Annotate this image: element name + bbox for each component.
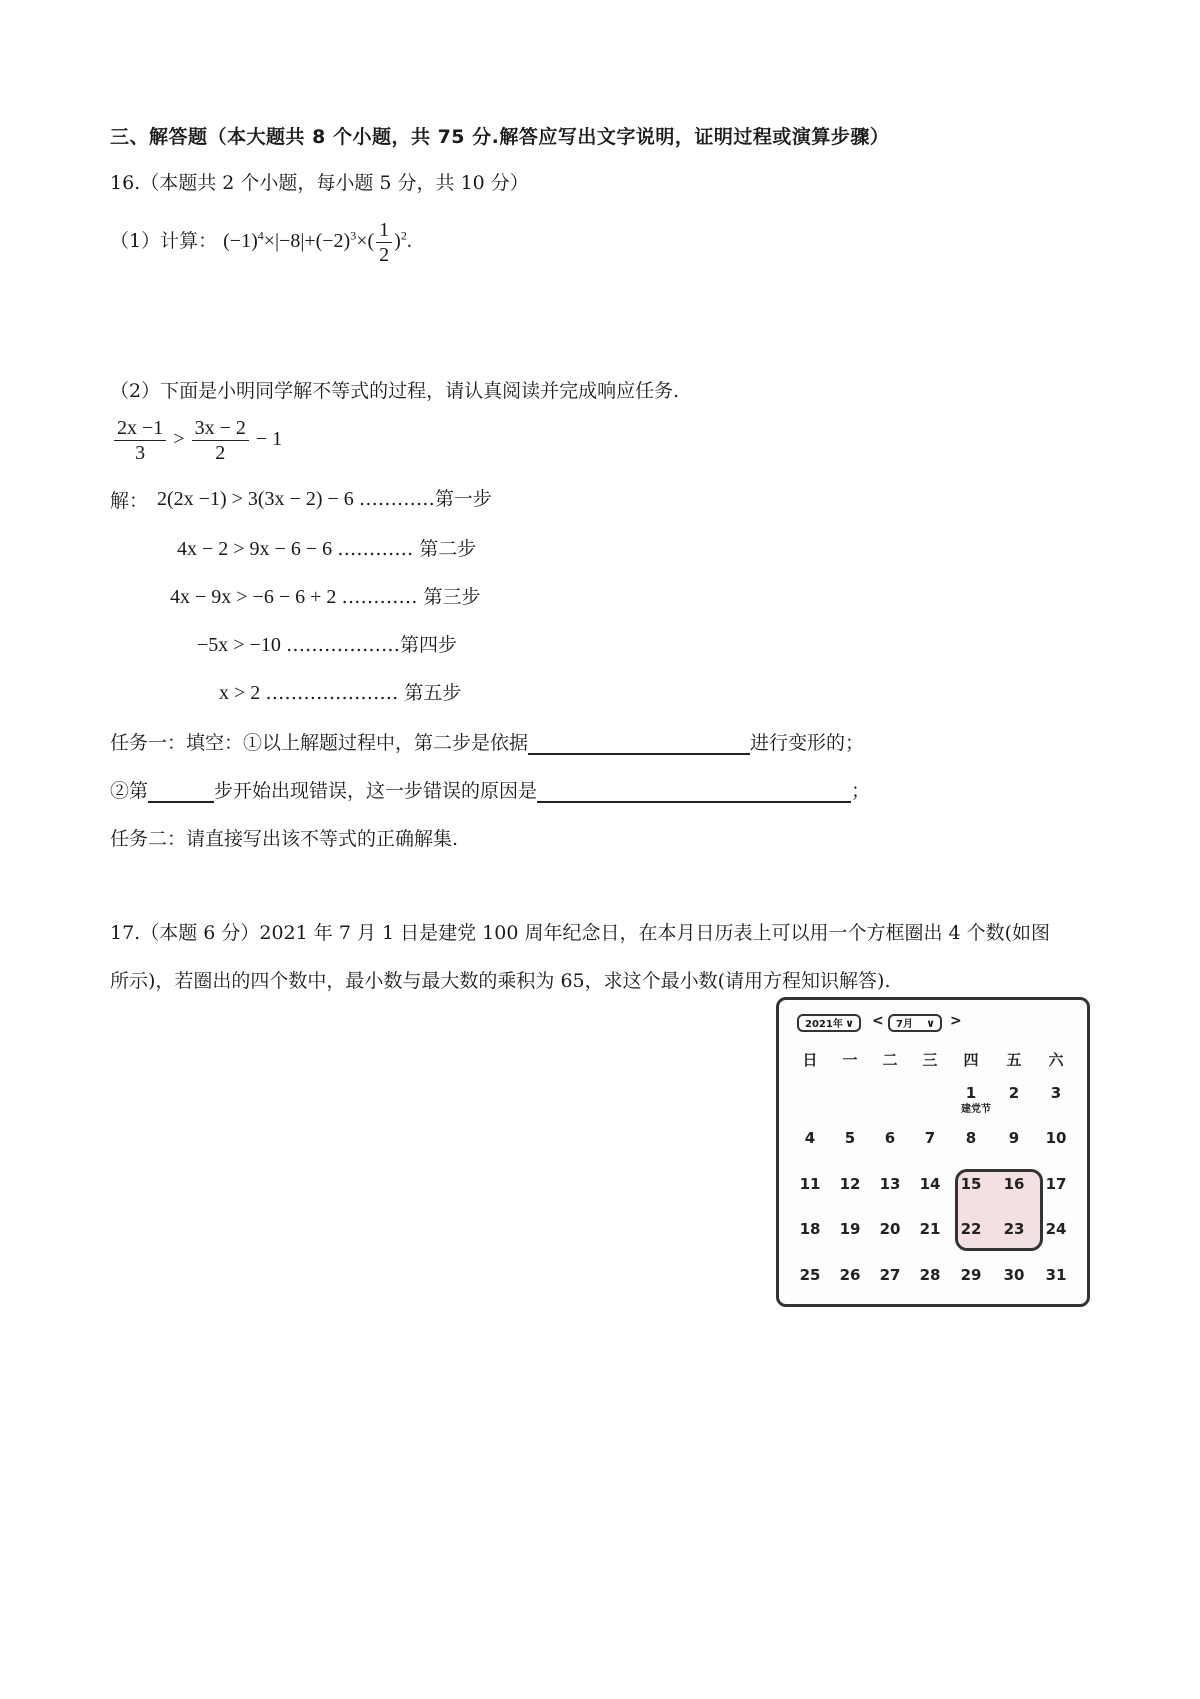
task-one [110,728,864,755]
next-month-arrow[interactable]: > [950,1013,962,1029]
weekday-header: 四 [963,1051,979,1069]
answer-blank-basis[interactable] [528,733,750,755]
calendar-figure [776,997,1090,1307]
step-label: 第四步 [399,634,457,656]
task-one-b-suffix: ； [851,780,871,802]
calendar-day[interactable]: 31 [1045,1266,1067,1284]
calendar-day[interactable]: 21 [919,1220,941,1238]
step-expression: −5x > −10 [197,634,281,656]
calendar-day[interactable]: 14 [919,1175,941,1193]
step-label: 第二步 [413,538,477,560]
inequality-right-fraction [192,416,249,465]
step-label: 第三步 [417,586,481,608]
q16-part1 [110,218,412,267]
calendar-day[interactable]: 6 [884,1129,896,1147]
year-select[interactable] [797,1014,861,1032]
fraction-denominator: 2 [379,244,390,266]
solution-step-3 [170,582,481,609]
exponent: 3 [350,228,357,243]
calendar-day[interactable]: 11 [799,1175,821,1193]
prev-month-arrow[interactable]: < [872,1013,884,1029]
fraction-denominator: 3 [135,442,146,464]
weekday-header: 六 [1048,1051,1064,1069]
calendar-day[interactable]: 22 [960,1220,982,1238]
calendar-day[interactable]: 16 [1003,1175,1025,1193]
holiday-note: 建党节 [961,1104,991,1115]
inequality [112,416,282,465]
exponent: 4 [257,228,264,243]
calendar-day[interactable]: 18 [799,1220,821,1238]
calendar-day[interactable]: 20 [879,1220,901,1238]
calendar-day[interactable]: 15 [960,1175,982,1193]
calendar-day[interactable]: 17 [1045,1175,1067,1193]
step-dots: ………… [341,586,418,608]
calendar-day[interactable]: 23 [1003,1220,1025,1238]
calendar-day[interactable]: 5 [844,1129,856,1147]
calendar-day[interactable]: 2 [1008,1084,1020,1102]
calendar-day[interactable]: 27 [879,1266,901,1284]
fraction-numerator: 1 [376,218,392,243]
step-dots: ………… [358,488,435,510]
calendar-day[interactable]: 10 [1045,1129,1067,1147]
solution-label: 解： [110,490,149,512]
calendar-day[interactable]: 30 [1003,1266,1025,1284]
fraction [376,218,392,267]
weekday-header: 一 [842,1051,858,1069]
calendar-day[interactable]: 8 [965,1129,977,1147]
q17-line-2: 所示)，若圈出的四个数中，最小数与最大数的乘积为 65，求这个最小数(请用方程知识解答). [110,970,891,992]
weekday-header: 五 [1006,1051,1022,1069]
expr-segment: . [406,230,412,253]
year-select-value: 2021年 [805,1019,843,1030]
calendar-day[interactable]: 7 [924,1129,936,1147]
task-one-suffix: 进行变形的； [750,732,865,754]
step-expression: 4x − 9x > −6 − 6 + 2 [170,586,337,608]
step-label: 第五步 [398,682,462,704]
calendar-day[interactable]: 9 [1008,1129,1020,1147]
month-select[interactable] [888,1014,942,1032]
month-select-value: 7月 [896,1019,913,1030]
calendar-day[interactable]: 26 [839,1266,861,1284]
calendar-day[interactable]: 1 [965,1084,977,1102]
section-heading: 三、解答题（本大题共 8 个小题，共 75 分.解答应写出文字说明，证明过程或演算步骤） [110,126,890,148]
calendar-day[interactable]: 24 [1045,1220,1067,1238]
weekday-header: 日 [802,1051,818,1069]
expr-segment: ×|−8|+(−2) [263,230,351,253]
step-expression: 4x − 2 > 9x − 6 − 6 [177,538,333,560]
expr-segment: ×( [356,230,375,253]
task-one-part-b [110,776,870,803]
calendar-day[interactable]: 13 [879,1175,901,1193]
answer-blank-reason[interactable] [537,781,851,803]
task-one-prefix: 任务一：填空：①以上解题过程中，第二步是依据 [110,732,529,754]
calendar-day[interactable]: 25 [799,1266,821,1284]
expr-segment: ) [394,230,401,253]
inequality-tail: − 1 [255,428,283,451]
inequality-left-fraction [114,416,166,465]
solution-step-4 [197,630,457,657]
step-label: 第一步 [434,488,492,510]
q16-part1-label: （1）计算： [110,230,218,253]
step-expression: 2(2x −1) > 3(3x − 2) − 6 [157,488,354,510]
expr-segment: (−1) [223,230,258,253]
calendar-day[interactable]: 28 [919,1266,941,1284]
greater-than-sign: > [173,428,185,451]
step-dots: ………………… [265,682,399,704]
calendar-day[interactable]: 4 [804,1129,816,1147]
weekday-header: 二 [882,1051,898,1069]
q16-part2-intro: （2）下面是小明同学解不等式的过程，请认真阅读并完成响应任务. [110,380,680,402]
step-dots: ………… [337,538,414,560]
q16-part1-expression [223,219,412,266]
exponent: 2 [400,228,407,243]
chevron-down-icon: ∨ [845,1017,854,1030]
solution-step-1 [157,484,492,511]
answer-blank-step[interactable] [148,781,214,803]
fraction-numerator: 2x −1 [114,416,166,441]
step-dots: ……………… [285,634,400,656]
step-expression: x > 2 [219,682,261,704]
chevron-down-icon: ∨ [926,1017,935,1030]
solution-step-2 [177,534,476,561]
solution-step-5 [219,678,461,705]
fraction-denominator: 2 [215,442,226,464]
calendar-day[interactable]: 19 [839,1220,861,1238]
weekday-header: 三 [922,1051,938,1069]
fraction-numerator: 3x − 2 [192,416,249,441]
task-two: 任务二：请直接写出该不等式的正确解集. [110,828,459,850]
task-one-b-middle: 步开始出现错误，这一步错误的原因是 [214,780,538,802]
task-one-b-prefix: ②第 [110,780,149,802]
calendar-day[interactable]: 12 [839,1175,861,1193]
q16-header: 16.（本题共 2 个小题，每小题 5 分，共 10 分） [110,172,529,194]
calendar-day[interactable]: 3 [1050,1084,1062,1102]
q17-line-1: 17.（本题 6 分）2021 年 7 月 1 日是建党 100 周年纪念日，在本月日历表上可以用一个方框圈出 4 个数(如图 [110,922,1051,944]
calendar-day[interactable]: 29 [960,1266,982,1284]
